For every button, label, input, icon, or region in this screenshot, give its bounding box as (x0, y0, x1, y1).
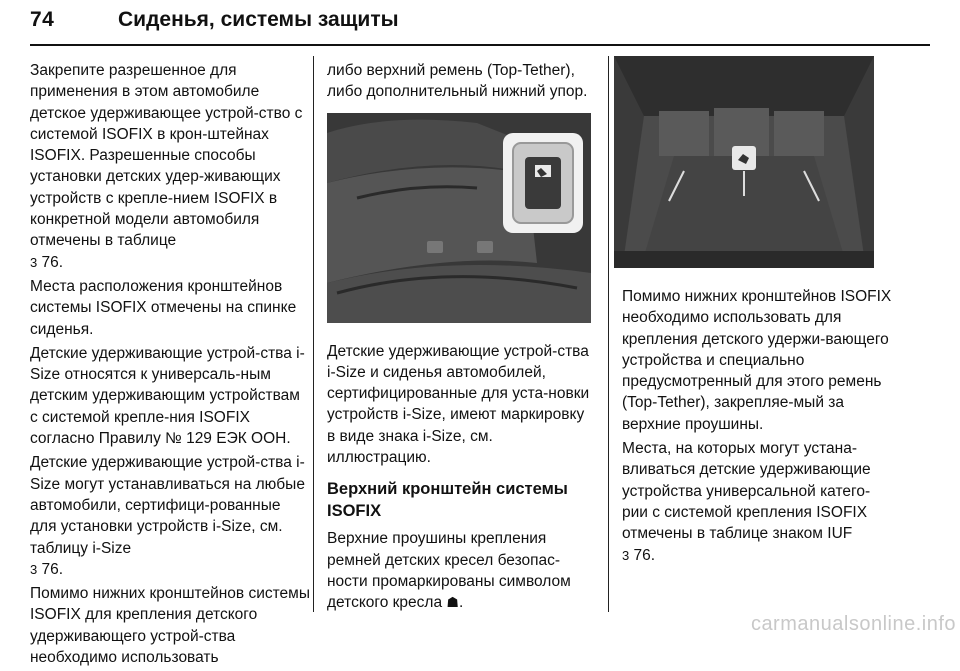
paragraph-text: . (458, 594, 464, 612)
page-number: 74 (30, 8, 55, 31)
paragraph-text: Детские удерживающие устрой-ства i-Size могут устанавливаться на любые автомобили, сертифици-рованные для установки устройств i-Size, см. таблицу i-Size (30, 454, 305, 557)
paragraph-text: Закрепите разрешенное для применения в этом автомобиле детское удерживающее устрой-ство с системой ISOFIX в крон-штейнах ISOFIX. Разрешенные способы установки детских удер-живающих устройств с крепле-нием ISOFIX в конкретной модели автомобиля отмечены в таблице (30, 62, 303, 250)
page-reference[interactable]: 76. (41, 253, 64, 271)
paragraph: Помимо нижних кронштейнов системы ISOFIX для крепления детского удерживающего устрой-ства необходимо использовать (30, 585, 310, 667)
paragraph: Детские удерживающие устрой-ства i-Size относятся к универсаль-ным детским удерживающим устройствам с системой крепле-ния ISOFIX согласно Правилу № 129 ЕЭК ООН. (30, 344, 305, 448)
page-header (30, 8, 930, 48)
text-column-1 (30, 60, 310, 671)
rear-seat-isofix-illustration (327, 113, 591, 323)
text-column-2 (327, 60, 595, 617)
section-heading: Верхний кронштейн системы ISOFIX (327, 480, 568, 521)
page-reference[interactable]: 76. (41, 560, 64, 578)
cross-reference-icon: 3 (622, 547, 630, 563)
column-divider-1 (313, 56, 314, 612)
paragraph (327, 528, 595, 613)
page-reference[interactable]: 76. (633, 546, 656, 564)
paragraph (622, 438, 892, 566)
paragraph: Помимо нижних кронштейнов ISOFIX необходимо использовать для крепления детского удержи-вающего устройства и специально предусмотренный для этого ремень (Top-Tether), закрепляе-мый за верхние проушины. (622, 288, 892, 433)
header-divider (30, 44, 930, 46)
cross-reference-icon: 3 (30, 254, 38, 270)
paragraph: Места расположения кронштейнов системы ISOFIX отмечены на спинке сиденья. (30, 277, 297, 338)
child-seat-icon: ☗ (446, 594, 459, 611)
page-title: Сиденья, системы защиты (118, 8, 399, 31)
paragraph (30, 452, 310, 580)
column-divider-2 (608, 56, 609, 612)
text-column-3 (622, 60, 892, 569)
cross-reference-icon: 3 (30, 561, 38, 577)
paragraph-text: Места, на которых могут устана-вливаться детские удерживающие устройства универсальной катего-рии с системой крепления ISOFIX отмечены в таблице знаком IUF (622, 440, 871, 543)
watermark: carmanualsonline.info (750, 613, 956, 635)
paragraph: либо верхний ремень (Top-Tether), либо дополнительный нижний упор. (327, 62, 588, 101)
trunk-top-tether-illustration (614, 56, 874, 268)
paragraph: Детские удерживающие устрой-ства i-Size и сиденья автомобилей, сертифицированные для уста-новки устройств i-Size, имеют маркировку в виде знака i-Size, см. иллюстрацию. (327, 342, 590, 467)
paragraph-text: Верхние проушины крепления ремней детских кресел безопас-ности промаркированы символом детского кресла (327, 530, 571, 612)
paragraph (30, 60, 310, 273)
